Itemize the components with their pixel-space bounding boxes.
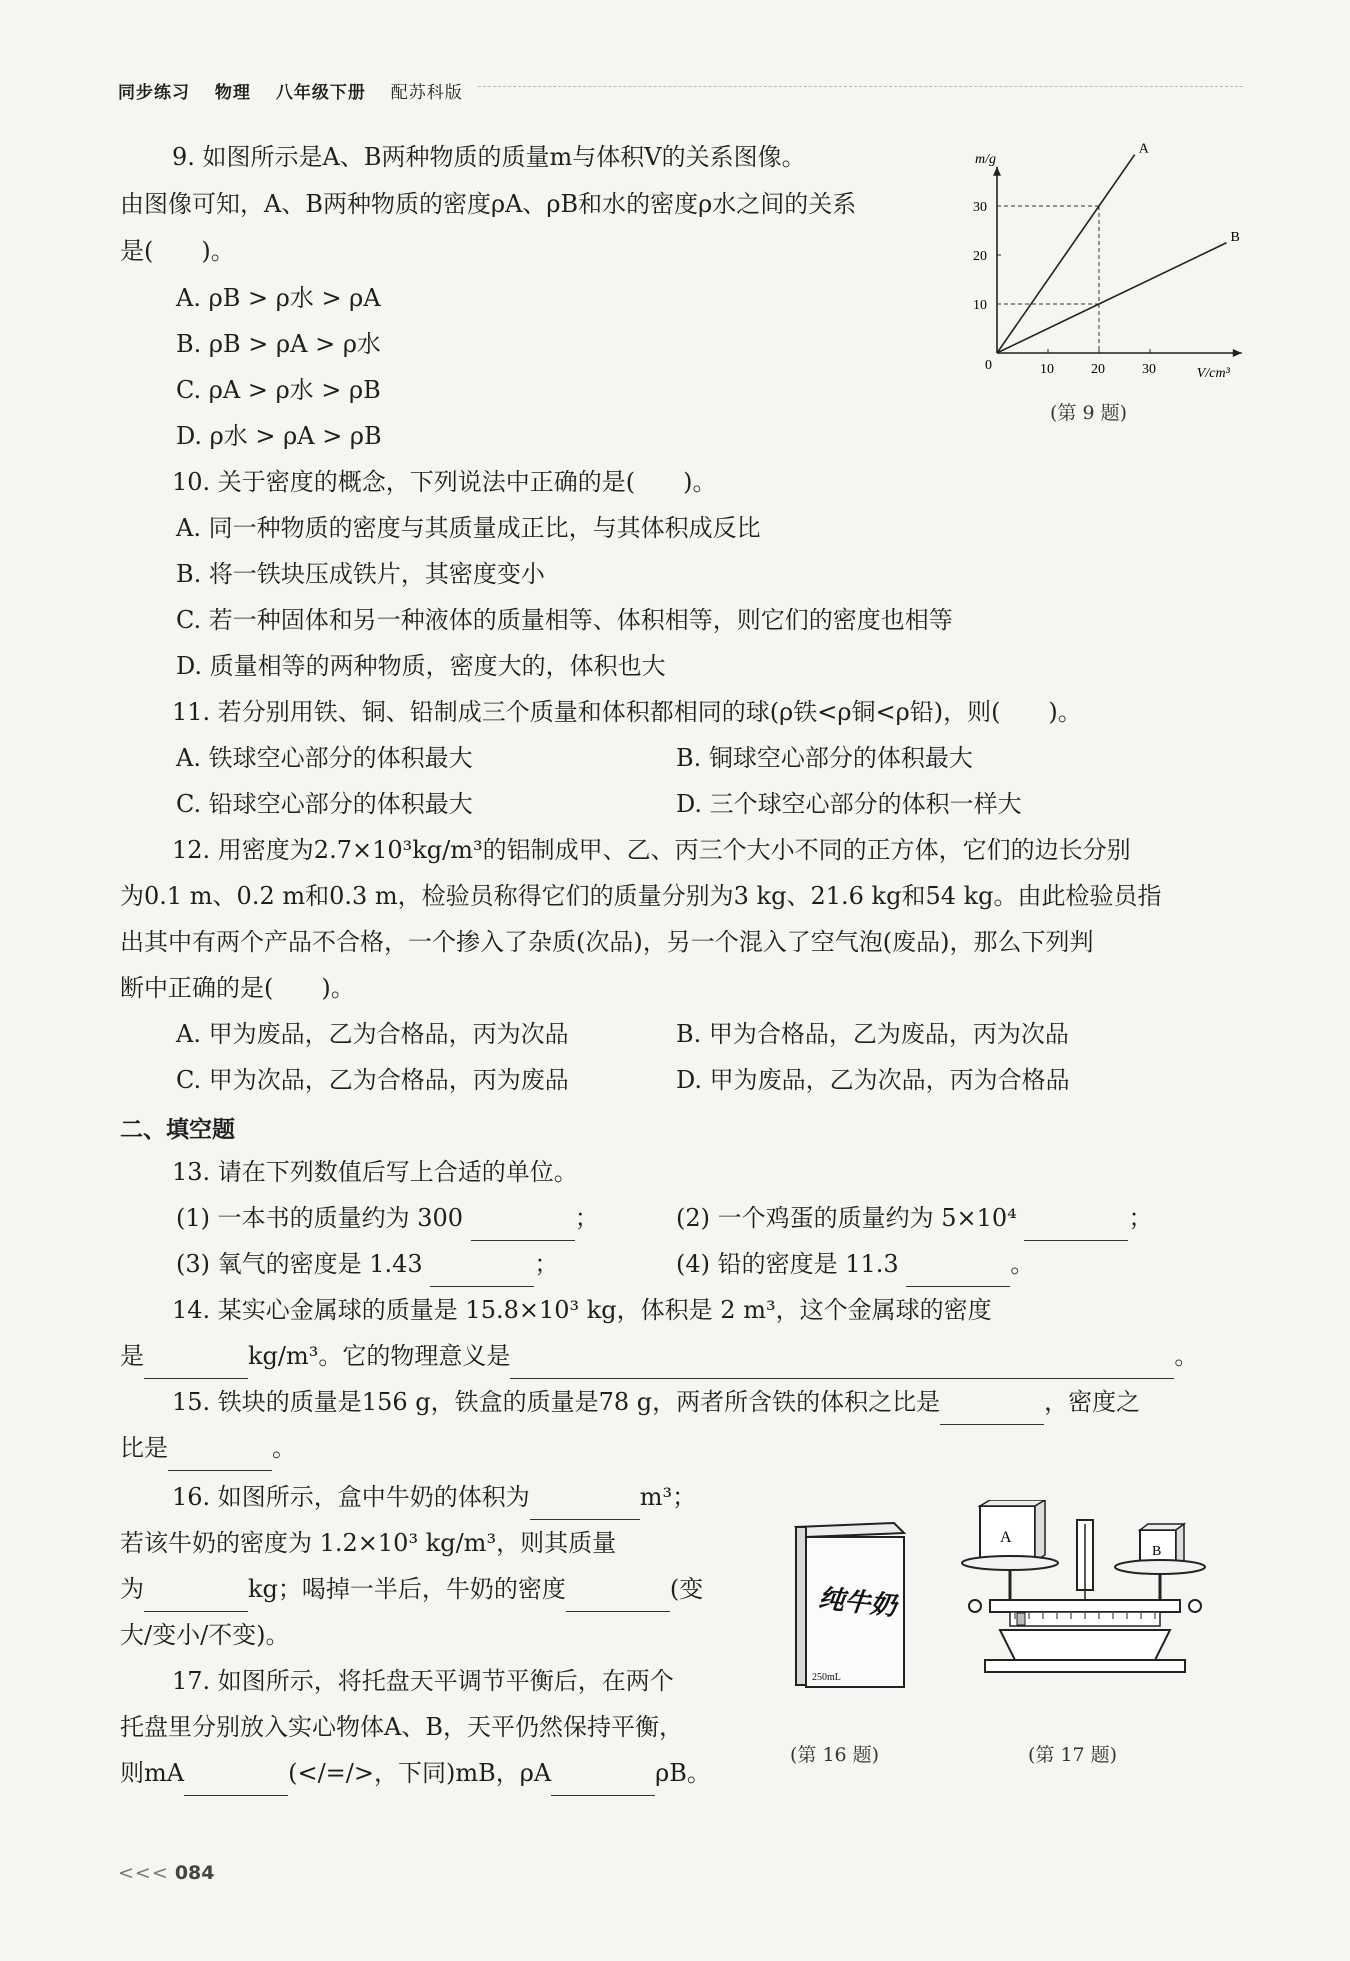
q12-option-c: C. 甲为次品，乙为合格品，丙为废品: [176, 1066, 569, 1094]
q12-line2: 为0.1 m、0.2 m和0.3 m，检验员称得它们的质量分别为3 kg、21.6 kg和54 kg。由此检验员指: [120, 882, 1162, 910]
q12-line1: 12. 用密度为2.7×10³kg/m³的铝制成甲、乙、丙三个大小不同的正方体，它们的边长分别: [172, 836, 1131, 864]
x-tick-label: 10: [1040, 362, 1054, 377]
y-tick-label: 10: [973, 298, 987, 313]
q17-line3b: (</=/>，下同)mB，ρA: [288, 1759, 552, 1787]
milk-carton-figure: [788, 1515, 918, 1705]
answer-blank[interactable]: [906, 1260, 1010, 1287]
q11-option-d: D. 三个球空心部分的体积一样大: [676, 790, 1022, 818]
q10-option-b: B. 将一铁块压成铁片，其密度变小: [176, 560, 545, 588]
label-a: A: [1000, 1529, 1012, 1546]
answer-blank[interactable]: [551, 1769, 655, 1796]
q11-option-a: A. 铁球空心部分的体积最大: [176, 744, 473, 772]
mass-volume-chart: [945, 135, 1255, 395]
header-title: 同步练习: [118, 83, 190, 103]
header-grade: 八年级下册: [275, 83, 366, 103]
q9-caption: (第 9 题): [1050, 402, 1127, 424]
q13-part1-text: (1) 一本书的质量约为 300: [176, 1204, 464, 1232]
adjust-nut-left: [969, 1600, 981, 1612]
q9-option-d: D. ρ水 > ρA > ρB: [176, 422, 382, 450]
label-b: B: [1152, 1544, 1162, 1559]
q14-line2b: kg/m³。它的物理意义是: [248, 1342, 511, 1370]
adjust-nut-right: [1189, 1600, 1201, 1612]
q17-line1: 17. 如图所示，将托盘天平调节平衡后，在两个: [172, 1667, 674, 1695]
balance-figure: [955, 1500, 1220, 1715]
y-axis-arrow: [993, 167, 1001, 176]
series-line-b: [997, 243, 1227, 353]
answer-blank[interactable]: [430, 1260, 534, 1287]
q13-stem: 13. 请在下列数值后写上合适的单位。: [172, 1158, 578, 1186]
q16-caption: (第 16 题): [790, 1744, 880, 1766]
q12-option-b: B. 甲为合格品，乙为废品，丙为次品: [676, 1020, 1069, 1048]
q16-line1b: m³；: [639, 1483, 697, 1511]
page-footer: [118, 1862, 214, 1884]
q12-line4: 断中正确的是( )。: [120, 974, 355, 1002]
q13-part2-text: (2) 一个鸡蛋的质量约为 5×10⁴: [676, 1204, 1017, 1232]
carton-volume: 250mL: [812, 1672, 841, 1683]
q16-line4: 大/变小/不变)。: [120, 1621, 290, 1649]
q13-part2: (2) 一个鸡蛋的质量约为 5×10⁴ ；: [676, 1195, 1152, 1241]
answer-blank[interactable]: [168, 1444, 272, 1471]
q17-line2: 托盘里分别放入实心物体A、B，天平仍然保持平衡，: [120, 1713, 683, 1741]
q11-stem: 11. 若分别用铁、铜、铅制成三个质量和体积都相同的球(ρ铁<ρ铜<ρ铅)，则( )。: [172, 698, 1082, 726]
x-axis-arrow: [1233, 349, 1242, 357]
q9-option-b: B. ρB > ρA > ρ水: [176, 330, 381, 358]
q16-line3c: (变: [669, 1575, 704, 1603]
balance-body: [1000, 1630, 1170, 1660]
footer-marks: <<<: [118, 1862, 169, 1884]
header-edition: 配苏科版: [390, 83, 463, 103]
q14-line1: 14. 某实心金属球的质量是 15.8×10³ kg，体积是 2 m³，这个金属球的密度: [172, 1296, 992, 1324]
q13-part3: (3) 氧气的密度是 1.43 ；: [176, 1241, 558, 1287]
q10-option-c: C. 若一种固体和另一种液体的质量相等、体积相等，则它们的密度也相等: [176, 606, 953, 634]
right-pan: [1115, 1560, 1205, 1574]
carton-side: [796, 1527, 806, 1685]
q9-line1: 9. 如图所示是A、B两种物质的质量m与体积V的关系图像。: [172, 143, 806, 171]
page-header: [118, 78, 481, 103]
q16-line2: 若该牛奶的密度为 1.2×10³ kg/m³，则其质量: [120, 1529, 617, 1557]
y-tick-label: 30: [973, 200, 987, 215]
header-subject: 物理: [214, 83, 251, 103]
q16-line3: [120, 1566, 703, 1612]
q16-line1: [172, 1474, 696, 1520]
q17-line3a: 则mA: [120, 1759, 185, 1787]
q17-line3: [120, 1750, 711, 1796]
q17-line3c: ρB。: [655, 1759, 711, 1787]
q13-part4: (4) 铅的密度是 11.3 。: [676, 1241, 1034, 1287]
q9-option-a: A. ρB > ρ水 > ρA: [176, 284, 381, 312]
q15-line1: [172, 1379, 1140, 1425]
q10-option-a: A. 同一种物质的密度与其质量成正比，与其体积成反比: [176, 514, 761, 542]
balance-base: [985, 1660, 1185, 1672]
series-label-b: B: [1230, 229, 1240, 245]
x-tick-label: 20: [1091, 362, 1105, 377]
q16-line3a: 为: [120, 1575, 144, 1603]
q15-line2-text: 比是: [120, 1434, 168, 1462]
q14-line2a: 是: [120, 1342, 144, 1370]
carton-top: [796, 1523, 904, 1537]
section-title: 二、填空题: [120, 1117, 235, 1143]
q16-line3b: kg；喝掉一半后，牛奶的密度: [248, 1575, 566, 1603]
left-pan: [962, 1556, 1058, 1570]
answer-blank[interactable]: [510, 1352, 1174, 1379]
rider: [1017, 1613, 1025, 1625]
q13-part1: (1) 一本书的质量约为 300 ；: [176, 1195, 599, 1241]
y-axis-label: m/g: [975, 151, 996, 167]
q15-line1-text: 15. 铁块的质量是156 g，铁盒的质量是78 g，两者所含铁的体积之比是: [172, 1388, 941, 1416]
q15-line2: 比是 。: [120, 1425, 296, 1471]
answer-blank[interactable]: [144, 1585, 248, 1612]
q15-line1b: ，密度之: [1044, 1388, 1141, 1416]
q13-part3-text: (3) 氧气的密度是 1.43: [176, 1250, 423, 1278]
q14-line2: 是 kg/m³。它的物理意义是 。: [120, 1333, 1198, 1379]
q12-line3: 出其中有两个产品不合格，一个掺入了杂质(次品)，另一个混入了空气泡(废品)，那么下列判: [120, 928, 1094, 956]
x-tick-label: 0: [985, 358, 992, 373]
q11-option-b: B. 铜球空心部分的体积最大: [676, 744, 973, 772]
q13-part4-text: (4) 铅的密度是 11.3: [676, 1250, 899, 1278]
answer-blank[interactable]: [566, 1585, 670, 1612]
series-line-a: [997, 155, 1135, 353]
q11-option-c: C. 铅球空心部分的体积最大: [176, 790, 473, 818]
carton-label: 纯牛奶: [817, 1583, 898, 1621]
header-divider: [478, 86, 1243, 87]
q12-option-d: D. 甲为废品，乙为次品，丙为合格品: [676, 1066, 1070, 1094]
q10-option-d: D. 质量相等的两种物质，密度大的，体积也大: [176, 652, 666, 680]
series-label-a: A: [1138, 141, 1149, 157]
beam: [990, 1600, 1180, 1612]
answer-blank[interactable]: [471, 1214, 575, 1241]
q9-line3: 是( )。: [120, 237, 235, 265]
q16-line1-text: 16. 如图所示，盒中牛奶的体积为: [172, 1483, 530, 1511]
x-tick-label: 30: [1142, 362, 1156, 377]
q10-stem: 10. 关于密度的概念，下列说法中正确的是( )。: [172, 468, 717, 496]
q9-option-c: C. ρA > ρ水 > ρB: [176, 376, 381, 404]
answer-blank[interactable]: [940, 1398, 1044, 1425]
answer-blank[interactable]: [1024, 1214, 1128, 1241]
answer-blank[interactable]: [530, 1493, 640, 1520]
answer-blank[interactable]: [184, 1769, 288, 1796]
q9-line2: 由图像可知，A、B两种物质的密度ρA、ρB和水的密度ρ水之间的关系: [120, 190, 857, 218]
page-number: 084: [174, 1862, 215, 1884]
q12-option-a: A. 甲为废品，乙为合格品，丙为次品: [176, 1020, 569, 1048]
answer-blank[interactable]: [144, 1352, 248, 1379]
x-axis-label: V/cm³: [1196, 366, 1230, 381]
y-tick-label: 20: [973, 249, 987, 264]
q17-caption: (第 17 题): [1028, 1744, 1118, 1766]
